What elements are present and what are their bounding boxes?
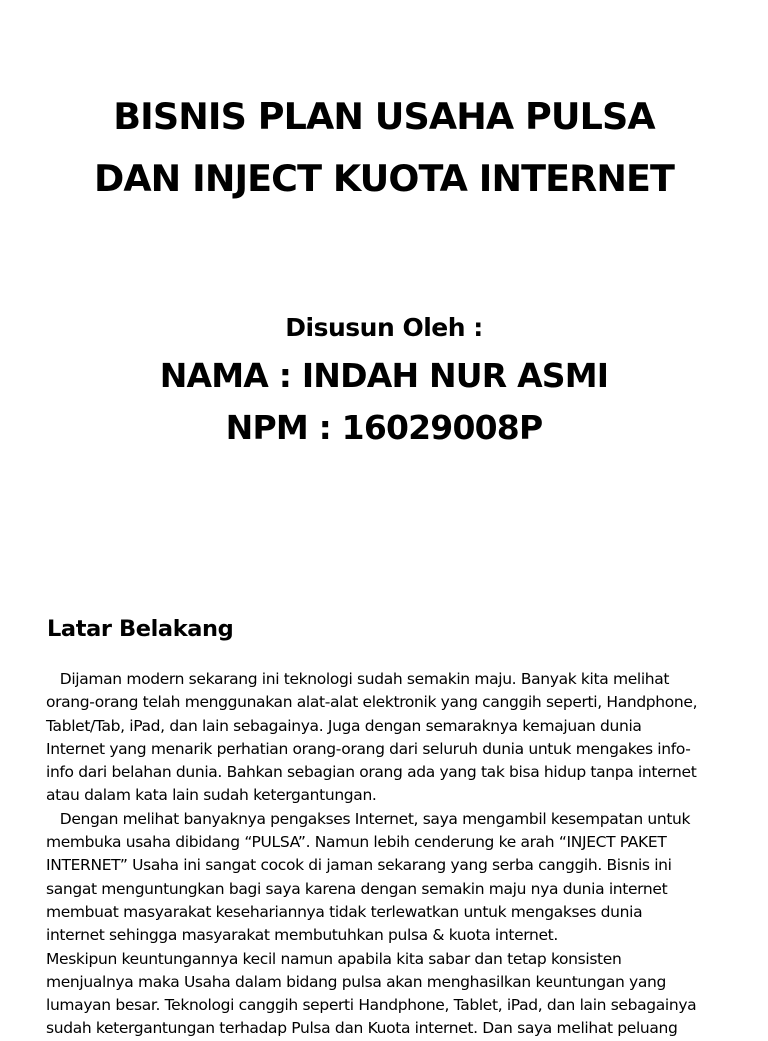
body-line: Internet yang menarik perhatian orang-orang dari seluruh dunia untuk mengakes info- bbox=[46, 739, 691, 758]
body-line: membuat masyarakat kesehariannya tidak terlewatkan untuk mengakses dunia bbox=[46, 902, 643, 921]
body-line: Dengan melihat banyaknya pengakses Internet, saya mengambil kesempatan untuk bbox=[46, 809, 691, 828]
document-title bbox=[0, 86, 768, 210]
body-line: membuka usaha dibidang “PULSA”. Namun lebih cenderung ke arah “INJECT PAKET bbox=[46, 833, 667, 852]
section-heading: Latar Belakang bbox=[47, 616, 234, 642]
title-line-1: BISNIS PLAN USAHA PULSA bbox=[113, 95, 655, 138]
body-line: sudah ketergantungan terhadap Pulsa dan Kuota internet. Dan saya melihat peluang bbox=[46, 1019, 678, 1038]
body-line: atau dalam kata lain sudah ketergantungan. bbox=[46, 786, 377, 805]
body-line: info dari belahan dunia. Bahkan sebagian orang ada yang tak bisa hidup tanpa internet bbox=[46, 763, 697, 782]
author-name: NAMA : INDAH NUR ASMI bbox=[159, 356, 609, 395]
background-slide bbox=[0, 560, 768, 1038]
body-line: sangat menguntungkan bagi saya karena dengan semakin maju nya dunia internet bbox=[46, 879, 668, 898]
body-line: internet sehingga masyarakat membutuhkan pulsa & kuota internet. bbox=[46, 926, 558, 945]
body-paragraphs bbox=[46, 668, 736, 1041]
body-line: orang-orang telah menggunakan alat-alat elektronik yang canggih seperti, Handphone, bbox=[46, 693, 698, 712]
title-line-2: DAN INJECT KUOTA INTERNET bbox=[93, 157, 675, 200]
author-info bbox=[0, 306, 768, 454]
body-line: INTERNET” Usaha ini sangat cocok di jaman sekarang yang serba canggih. Bisnis ini bbox=[46, 856, 672, 875]
body-line: lumayan besar. Teknologi canggih seperti Handphone, Tablet, iPad, dan lain sebagainya bbox=[46, 996, 697, 1015]
body-line: Dijaman modern sekarang ini teknologi sudah semakin maju. Banyak kita melihat bbox=[46, 670, 670, 688]
author-npm: NPM : 16029008P bbox=[225, 408, 543, 447]
body-line: menjualnya maka Usaha dalam bidang pulsa akan menghasilkan keuntungan yang bbox=[46, 972, 666, 991]
body-line: Meskipun keuntungannya kecil namun apabila kita sabar dan tetap konsisten bbox=[46, 949, 622, 968]
author-label: Disusun Oleh : bbox=[285, 313, 483, 342]
body-line: Tablet/Tab, iPad, dan lain sebagainya. Juga dengan semaraknya kemajuan dunia bbox=[46, 716, 642, 735]
